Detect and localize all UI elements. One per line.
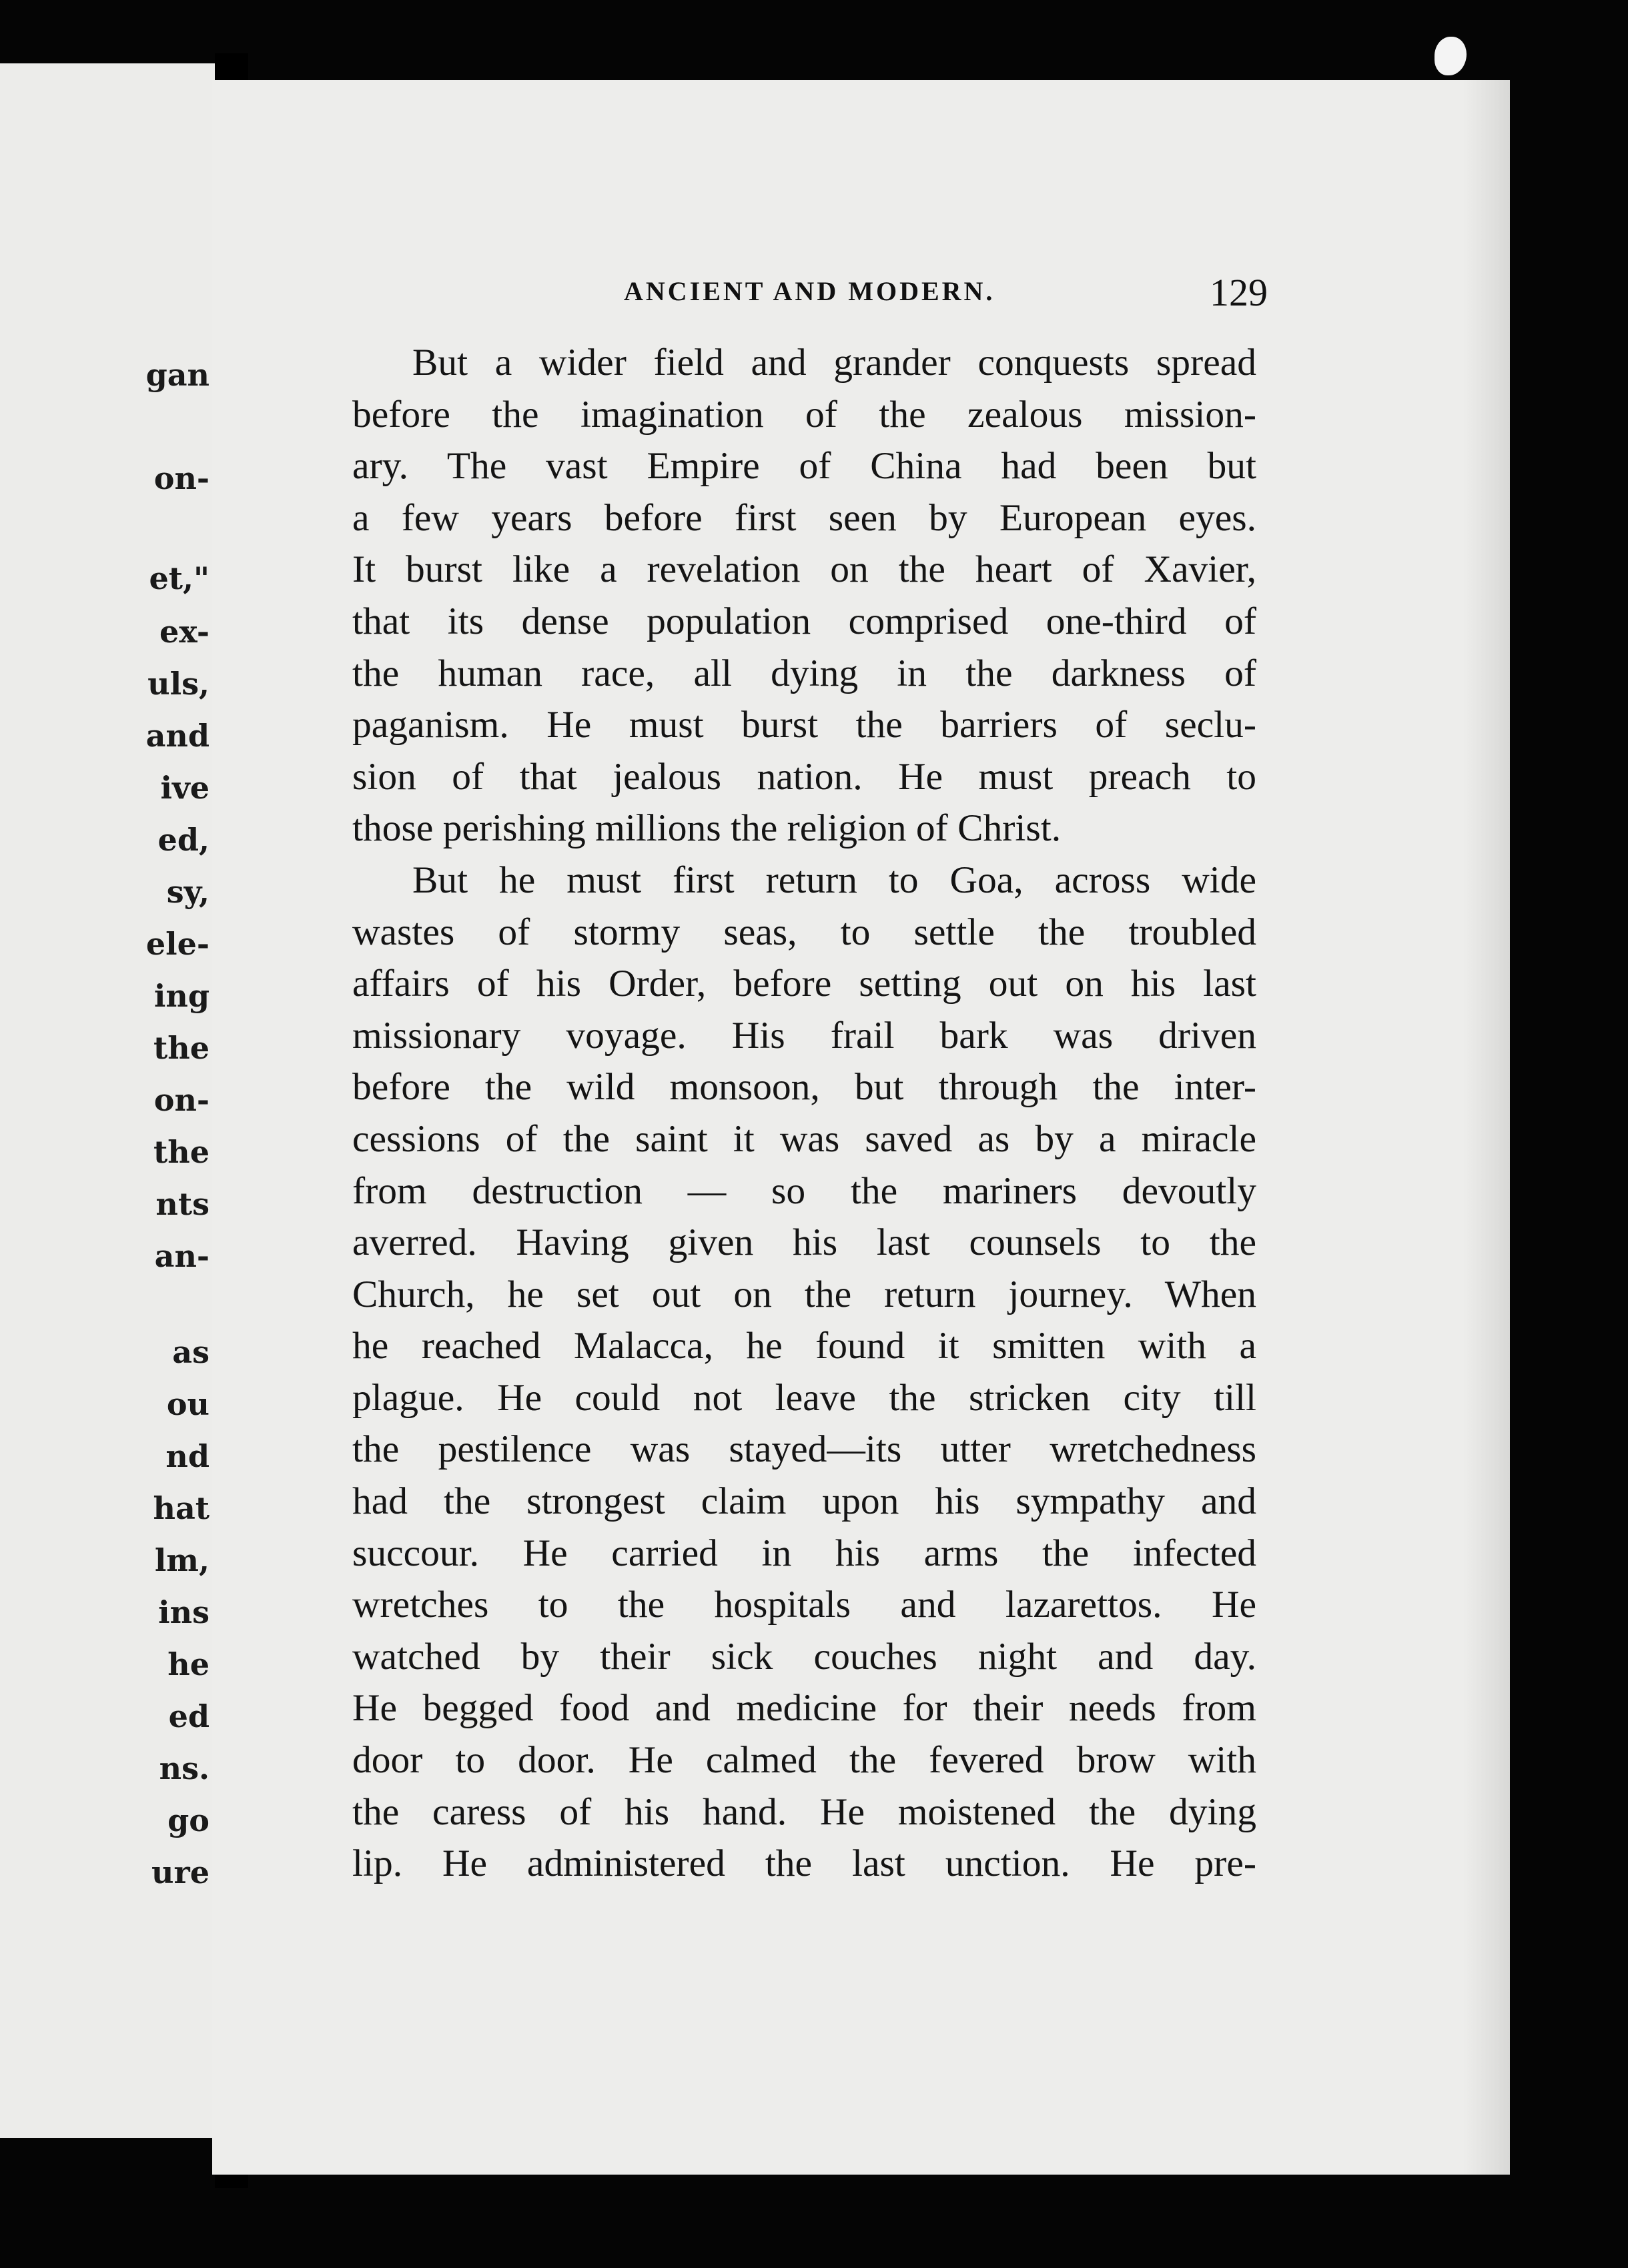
facing-page-fragment: uls, xyxy=(147,666,210,702)
facing-page-fragment: ed, xyxy=(157,822,210,858)
text-line: averred. Having given his last counsels to the xyxy=(352,1221,1256,1264)
text-line: missionary voyage. His frail bark was driven xyxy=(352,1014,1256,1057)
text-line: affairs of his Order, before setting out on his last xyxy=(352,963,1256,1005)
text-line: a few years before first seen by European eyes. xyxy=(352,496,1256,539)
facing-page-fragment: ou xyxy=(166,1386,210,1422)
facing-page-fragment: nts xyxy=(155,1186,210,1222)
page-edge-shadow xyxy=(1463,80,1510,2175)
scan-speck xyxy=(1435,37,1467,75)
text-line: succour. He carried in his arms the infected xyxy=(352,1532,1256,1574)
text-line: wretches to the hospitals and lazarettos. He xyxy=(352,1584,1256,1626)
text-line: But he must first return to Goa, across wide xyxy=(412,859,1256,901)
page-number: 129 xyxy=(1210,271,1268,314)
facing-page-fragment: ns. xyxy=(159,1750,210,1786)
text-line: door to door. He calmed the fevered brow with xyxy=(352,1739,1256,1782)
facing-page-fragment: nd xyxy=(165,1438,210,1474)
text-line: He begged food and medicine for their needs from xyxy=(352,1687,1256,1730)
facing-page-fragment: the xyxy=(153,1030,210,1066)
facing-page-fragment: gan xyxy=(145,357,210,393)
text-line: from destruction — so the mariners devoutly xyxy=(352,1169,1256,1212)
facing-page xyxy=(0,63,215,2138)
facing-page-fragment: lm, xyxy=(154,1542,210,1578)
facing-page-fragment: ins xyxy=(158,1594,210,1630)
text-line: that its dense population comprised one-third of xyxy=(352,600,1256,642)
facing-page-fragment: as xyxy=(172,1334,210,1370)
text-line: before the imagination of the zealous mission- xyxy=(352,393,1256,436)
text-line: the caress of his hand. He moistened the dying xyxy=(352,1790,1256,1833)
text-line: the human race, all dying in the darkness of xyxy=(352,652,1256,694)
text-line: paganism. He must burst the barriers of seclu- xyxy=(352,704,1256,746)
text-line: those perishing millions the religion of Christ. xyxy=(352,807,1062,850)
text-line: watched by their sick couches night and day. xyxy=(352,1635,1256,1678)
facing-page-fragment: hat xyxy=(153,1490,210,1526)
body-text xyxy=(352,337,1256,1890)
text-line: ary. The vast Empire of China had been but xyxy=(352,445,1256,488)
facing-page-fragment: the xyxy=(153,1134,210,1170)
text-line: It burst like a revelation on the heart of Xavier, xyxy=(352,548,1256,591)
text-line: wastes of stormy seas, to settle the troubled xyxy=(352,911,1256,953)
facing-page-fragment: ele- xyxy=(145,926,210,962)
running-title: ANCIENT AND MODERN. xyxy=(624,276,995,306)
facing-page-fragment: ive xyxy=(160,770,210,806)
running-head xyxy=(624,270,1268,317)
facing-page-fragment: ing xyxy=(153,978,210,1014)
text-line: But a wider field and grander conquests spread xyxy=(412,342,1256,384)
text-line: had the strongest claim upon his sympathy and xyxy=(352,1480,1256,1523)
text-line: he reached Malacca, he found it smitten with a xyxy=(352,1325,1256,1367)
facing-page-fragment: sy, xyxy=(166,874,210,910)
text-line: sion of that jealous nation. He must preach to xyxy=(352,755,1256,798)
text-line: cessions of the saint it was saved as by a miracle xyxy=(352,1117,1256,1160)
text-line: lip. He administered the last unction. He pre- xyxy=(352,1842,1256,1885)
facing-page-fragment: on- xyxy=(153,1082,210,1118)
facing-page-fragment: go xyxy=(167,1802,210,1838)
facing-page-fragment: ex- xyxy=(159,614,210,650)
text-line: plague. He could not leave the stricken city till xyxy=(352,1376,1256,1419)
facing-page-fragment: et," xyxy=(149,560,210,596)
text-line: Church, he set out on the return journey. When xyxy=(352,1273,1256,1315)
facing-page-fragment: he xyxy=(167,1646,210,1682)
facing-page-fragment: on- xyxy=(153,460,210,496)
facing-page-fragment: and xyxy=(145,718,210,754)
text-line: the pestilence was stayed—its utter wretchedness xyxy=(352,1428,1256,1471)
facing-page-fragment: an- xyxy=(154,1238,210,1274)
facing-page-fragment: ure xyxy=(151,1854,210,1890)
facing-page-fragment: ed xyxy=(168,1698,210,1734)
text-line: before the wild monsoon, but through the inter- xyxy=(352,1066,1256,1109)
